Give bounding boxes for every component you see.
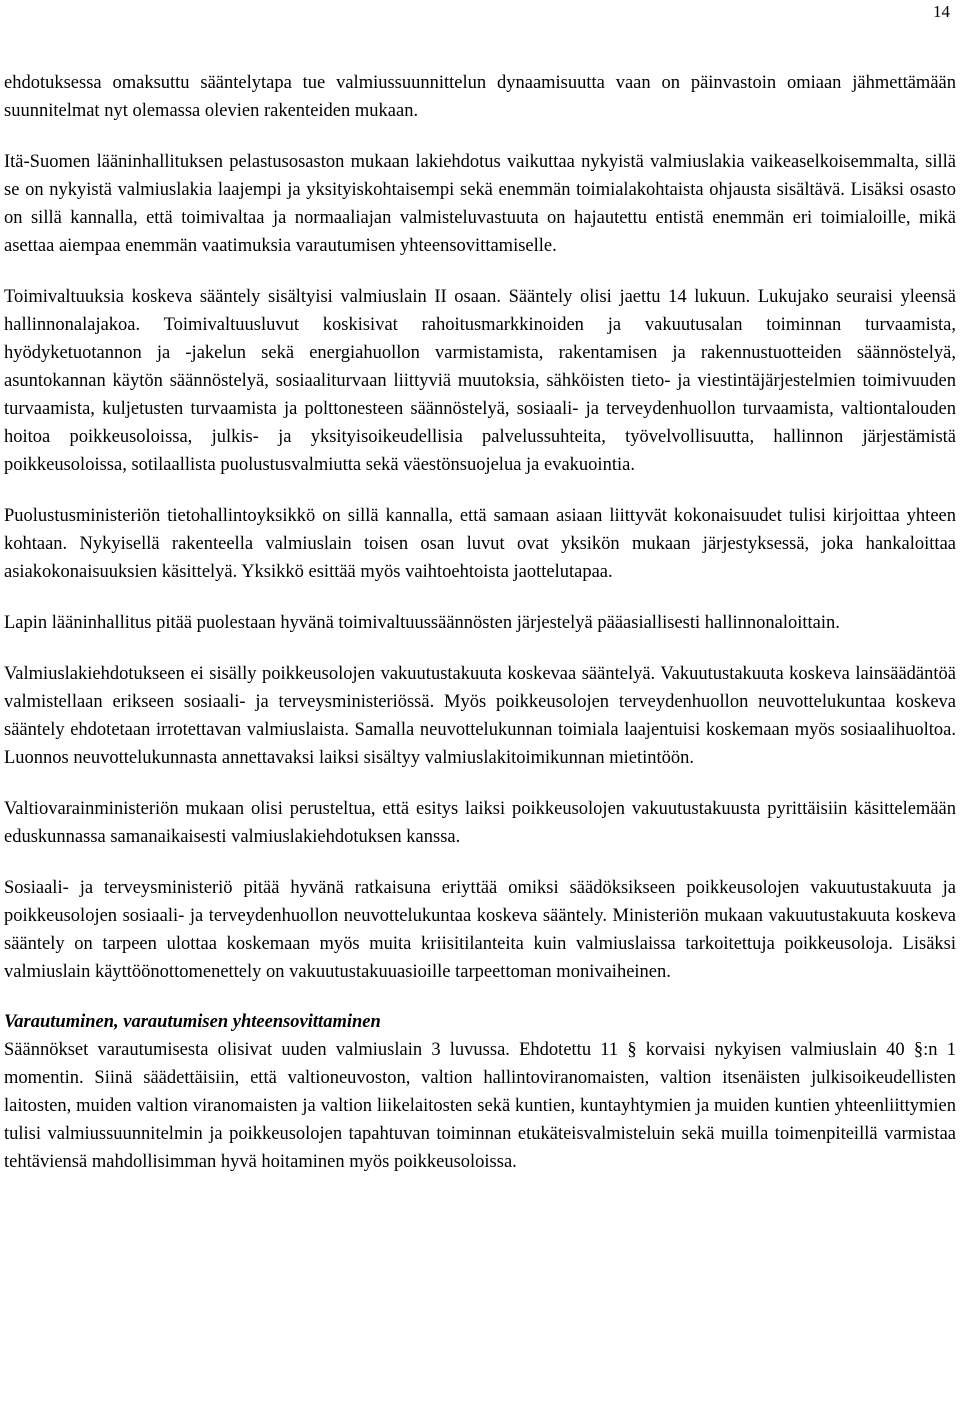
section-heading: Varautuminen, varautumisen yhteensovittaminen [4, 1012, 381, 1032]
paragraph-toimivaltuudet: Toimivaltuuksia koskeva sääntely sisältyisi valmiuslain II osaan. Sääntely olisi jaettu 14 lukuun. Lukujako seuraisi yleensä hallinnonalajakoa. Toimivaltuusluvut koskisivat rahoitusmarkkinoiden ja vakuutusalan toiminnan turvaamista, hyödyketuotannon ja -jakelun sekä energiahuollon varmistamista, rakentamisen ja rakennustuotteiden säännöstelyä, asuntokannan käytön säännöstelyä, sosiaaliturvaan liittyviä muutoksia, sähköisten tieto- ja viestintäjärjestelmien toimivuuden turvaamista, kuljetusten turvaamista ja polttonesteen säännöstelyä, sosiaali- ja terveydenhuollon turvaamista, valtiontalouden hoitoa poikkeusoloissa, julkis- ja yksityisoikeudellisia palvelussuhteita, työvelvollisuutta, hallinnon järjestämistä poikkeusoloissa, sotilaallista puolustusvalmiutta sekä väestönsuojelua ja evakuointia. [4, 287, 956, 475]
paragraph-varautuminen: Säännökset varautumisesta olisivat uuden valmiuslain 3 luvussa. Ehdotettu 11 § korvaisi nykyisen valmiuslain 40 §:n 1 momentin. Siinä säädettäisiin, että valtioneuvoston, valtion hallintoviranomaisten, valtion itsenäisten julkisoikeudellisten laitosten, muiden valtion viranomaisten ja valtion liikelaitosten sekä kuntien, kuntayhtymien ja muiden kuntien yhteenliittymien tulisi valmiussuunnitelmin ja poikkeusolojen tapahtuvan toiminnan etukäteisvalmisteluin sekä muilla toimenpiteillä varmistaa tehtäviensä mahdollisimman hyvä hoitaminen myös poikkeusoloissa. [4, 1040, 956, 1172]
paragraph-puolustusministerio: Puolustusministeriön tietohallintoyksikkö on sillä kannalla, että samaan asiaan liittyvät kokonaisuudet tulisi kirjoittaa yhteen kohtaan. Nykyisellä rakenteella valmiuslain toisen osan luvut ovat yksikön mukaan järjestyksessä, joka hankaloittaa asiakokonaisuuksien käsittelyä. Yksikkö esittää myös vaihtoehtoista jaottelutapaa. [4, 506, 956, 582]
paragraph-stm: Sosiaali- ja terveysministeriö pitää hyvänä ratkaisuna eriyttää omiksi säädöksikseen poikkeusolojen vakuutustakuuta ja poikkeusolojen sosiaali- ja terveydenhuollon neuvottelukuntaa koskeva sääntely. Ministeriön mukaan vakuutustakuuta koskeva sääntely on tarpeen ulottaa koskemaan myös muita kriisitilanteita kuin valmiuslaissa tarkoitettuja poikkeusoloja. Lisäksi valmiuslain käyttöönottomenettely on vakuutustakuuasioille tarpeettoman monivaiheinen. [4, 878, 956, 982]
paragraph-lapin-laaninhallitus: Lapin lääninhallitus pitää puolestaan hyvänä toimivaltuussäännösten järjestelyä pääasiallisesti hallinnonaloittain. [4, 613, 840, 633]
paragraph-intro-continuation: ehdotuksessa omaksuttu sääntelytapa tue valmiussuunnittelun dynaamisuutta vaan on päinvastoin omiaan jähmettämään suunnitelmat nyt olemassa olevien rakenteiden mukaan. [4, 73, 956, 121]
paragraph-valtiovarainministerio: Valtiovarainministeriön mukaan olisi perusteltua, että esitys laiksi poikkeusolojen vakuutustakuusta pyrittäisiin käsittelemään eduskunnassa samanaikaisesti valmiuslakiehdotuksen kanssa. [4, 799, 956, 847]
document-body [4, 69, 956, 1199]
paragraph-vakuutustakuu: Valmiuslakiehdotukseen ei sisälly poikkeusolojen vakuutustakuuta koskevaa sääntelyä. Vakuutustakuuta koskeva lainsäädäntöä valmistellaan erikseen sosiaali- ja terveysministeriössä. Myös poikkeusolojen terveydenhuollon neuvottelukuntaa koskeva sääntely ehdotetaan irrotettavan valmiuslaista. Samalla neuvottelukunnan toimiala laajentuisi koskemaan myös sosiaalihuoltoa. Luonnos neuvottelukunnasta annettavaksi laiksi sisältyy valmiuslakitoimikunnan mietintöön. [4, 664, 956, 768]
page-number: 14 [933, 2, 950, 21]
paragraph-ita-suomi: Itä-Suomen lääninhallituksen pelastusosaston mukaan lakiehdotus vaikuttaa nykyistä valmiuslakia vaikeaselkoisemmalta, sillä se on nykyistä valmiuslakia laajempi ja yksityiskohtaisempi sekä enemmän toimialakohtaista ohjausta sisältävä. Lisäksi osasto on sillä kannalla, että toimivaltaa ja normaaliajan valmisteluvastuuta on hajautettu entistä enemmän eri toimialoille, mikä asettaa aiempaa enemmän vaatimuksia varautumisen yhteensovittamiselle. [4, 152, 956, 256]
